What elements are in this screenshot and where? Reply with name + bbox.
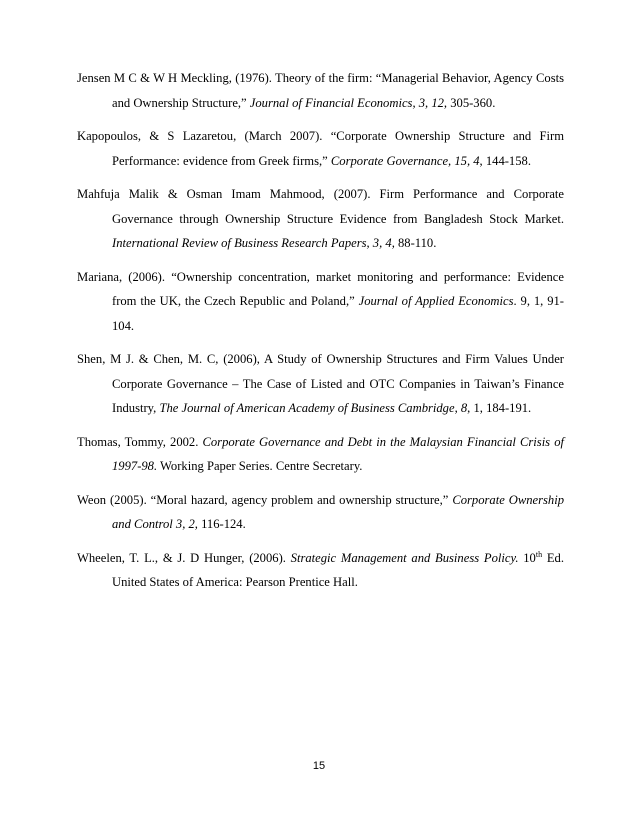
reference-text: Jensen M C & W H Meckling, (1976). Theory of the firm: “Managerial Behavior, Agency Costs and Ownership Structure,” [77,71,564,110]
reference-journal: International Review of Business Research Papers, 3, 4, [112,236,395,250]
reference-journal: The Journal of American Academy of Business Cambridge, 8 [159,401,468,415]
reference-wheelen-hunger [77,546,564,595]
reference-text: Mariana, (2006). “Ownership concentration, market monitoring and performance: Evidence from the UK, the Czech Republic and Poland,” [77,269,564,308]
reference-journal: Corporate Ownership and Control 3, 2, [112,492,564,531]
reference-text: Shen, M J. & Chen, M. C, (2006), A Study of Ownership Structures and Firm Values Under Corporate Governance – The Case of Listed and OTC Companies in Taiwan’s Finance Industry, [77,352,564,415]
reference-edition: 10 [518,550,536,565]
reference-pages: , 144-158. [479,153,531,168]
reference-title: Corporate Governance and Debt in the Malaysian Financial Crisis of 1997-98. [112,434,564,473]
reference-title: Strategic Management and Business Policy. [290,550,519,565]
reference-pages: 116-124. [197,517,246,531]
reference-thomas [77,430,564,479]
reference-pages: 88-110. [394,236,437,250]
reference-publisher: Ed. United States of America: Pearson Prentice Hall. [112,550,564,589]
reference-pages: . 9, 1, 91-104. [112,294,564,333]
reference-shen-chen [77,347,564,421]
page-number: 15 [312,760,326,772]
reference-text: Weon (2005). “Moral hazard, agency problem and ownership structure,” [77,492,453,507]
reference-malik-mahmood [77,182,564,256]
reference-journal: Corporate Governance, 15, 4 [330,153,480,168]
reference-text: Mahfuja Malik & Osman Imam Mahmood, (2007). Firm Performance and Corporate Governance through Ownership Structure Evidence from Bangladesh Stock Market. [77,187,564,226]
reference-list [77,66,564,604]
reference-jensen-meckling [77,66,564,115]
reference-mariana [77,265,564,339]
reference-text: Kapopoulos, & S Lazaretou, (March 2007). “Corporate Ownership Structure and Firm Performance: evidence from Greek firms,” [77,129,564,168]
reference-pages: , 1, 184-191. [467,401,532,415]
reference-text: Thomas, Tommy, 2002. [77,434,203,449]
reference-journal: Journal of Applied Economics [358,294,514,308]
reference-journal: Journal of Financial Economics, 3, 12, [249,95,448,110]
reference-kapopoulos-lazaretou [77,124,564,173]
ordinal-superscript: th [535,549,543,559]
reference-publisher: Working Paper Series. Centre Secretary. [157,459,363,473]
reference-weon [77,488,564,537]
reference-pages: 305-360. [447,95,496,110]
reference-text: Wheelen, T. L., & J. D Hunger, (2006). [77,550,291,565]
